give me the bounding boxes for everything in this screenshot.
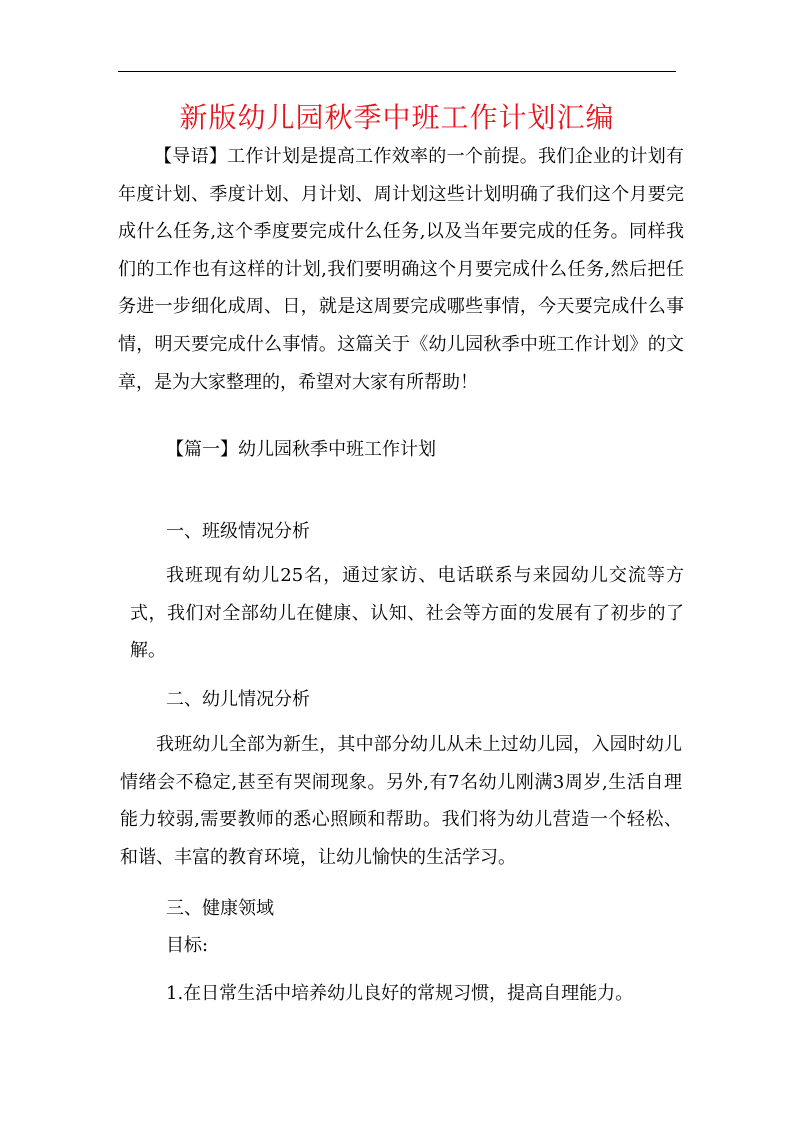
section-heading-class-analysis: 一、班级情况分析: [166, 521, 310, 542]
section-body-class-analysis: 我班现有幼儿25名，通过家访、电话联系与来园幼儿交流等方式，我们对全部幼儿在健康、认知、社会等方面的发展有了初步的了解。: [130, 565, 684, 662]
section-heading-health: 三、健康领域: [166, 898, 274, 919]
section-heading-child-analysis: 二、幼儿情况分析: [166, 689, 310, 710]
document-title: 新版幼儿园秋季中班工作计划汇编: [179, 101, 615, 134]
goal-item-1: 1.在日常生活中培养幼儿良好的常规习惯，提高自理能力。: [166, 983, 634, 1004]
intro-paragraph: 【导语】工作计划是提高工作效率的一个前提。我们企业的计划有年度计划、季度计划、月计划、周计划这些计划明确了我们这个月要完成什么任务,这个季度要完成什么任务,以及当年要完成的任务。同样我们的工作也有这样的计划,我们要明确这个月要完成什么任务,然后把任务进一步细化成周、日，就是这周要完成哪些事情，今天要完成什么事情，明天要完成什么事情。这篇关于《幼儿园秋季中班工作计划》的文章，是为大家整理的，希望对大家有所帮助！: [118, 146, 684, 393]
goal-label: 目标:: [166, 935, 209, 956]
section-body-child-analysis: 我班幼儿全部为新生，其中部分幼儿从未上过幼儿园，入园时幼儿情绪会不稳定,甚至有哭闹现象。另外,有7名幼儿刚满3周岁,生活自理能力较弱,需要教师的悉心照顾和帮助。我们将为幼儿营造一个轻松、和谐、丰富的教育环境，让幼儿愉快的生活学习。: [120, 734, 682, 868]
chapter-heading: 【篇一】幼儿园秋季中班工作计划: [166, 439, 436, 460]
header-rule: [118, 71, 676, 72]
